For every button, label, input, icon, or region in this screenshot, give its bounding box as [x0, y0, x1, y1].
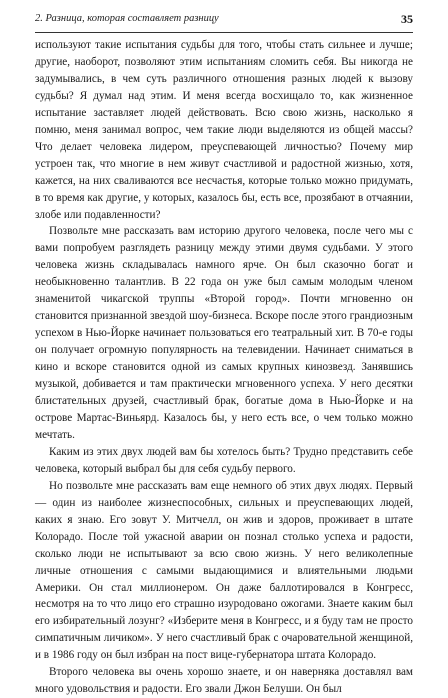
- paragraph: Второго человека вы очень хорошо знаете, и он наверняка доставлял вам много удовольствия и радости. Его звали Джон Белуши. Он был: [35, 666, 413, 696]
- paragraph: Позвольте мне рассказать вам историю другого человека, после чего мы с вами попробуем разглядеть разницу между этими двумя судьбами. У этого человека жизнь складывалась намного ярче. Он был сказочно богат и необыкновенно талантлив. В 22 года он уже был самым молодым членом знаменитой чикагской труппы «Второй город». Почти мгновенно он становится признанной звездой шоу-бизнеса. Вскоре после этого грандиозным успехом в Нью-Йорке начинает пользоваться его театральный хит. В 70-е годы он получает огромную популярность на телевидении. Начинает сниматься в кино и вскоре становится одной из самых крупных кинозвезд. Занявшись музыкой, добивается и там практически мгновенного успеха. У него десятки блистательных друзей, счастливый брак, богатые дома в Нью-Йорке и на острове Мартас-Виньярд. Казалось бы, у него есть все, о чем только можно мечтать.: [35, 225, 413, 441]
- body-text: [35, 37, 413, 698]
- paragraph-continued: используют такие испытания судьбы для того, чтобы стать сильнее и лучше; другие, наоборот, позволяют этим испытаниям сломить себя. Вы никогда не задумывались, в чем суть различного отношения разных людей к вызову судьбы? Я думал над этим. И меня всегда восхищало то, как жизненное испытание заставляет людей действовать. Всю свою жизнь, насколько я помню, меня занимал вопрос, чем такие люди выделяются из общей массы? Что делает человека лидером, преуспевающей личностью? Почему мир устроен так, что многие в нем живут счастливой и радостной жизнью, хотя, кажется, на них сваливаются все несчастья, которые только можно придумать, в то время как другие, у которых, казалось бы, есть все, прозябают в отчаянии, злобе или подавленности?: [35, 39, 413, 221]
- page-number: 35: [401, 12, 413, 26]
- running-head: 2. Разница, которая составляет разницу: [35, 13, 219, 24]
- paragraph: Но позвольте мне рассказать вам еще немного об этих двух людях. Первый — один из наиболее жизнеспособных, сильных и преуспевающих людей, каких я знаю. Его зовут У. Митчелл, он жив и здоров, проживает в штате Колорадо. После той ужасной аварии он познал столько успеха и радости, сколько люди не испытывают за всю свою жизнь. У него великолепные личные отношения с самыми выдающимися и влиятельными людьми Америки. Он стал миллионером. Он даже баллотировался в Конгресс, несмотря на то что лицо его страшно изуродовано ожогами. Знаете каким был его избирательный лозунг? «Изберите меня в Конгресс, и я буду там не просто симпатичным личиком». У него счастливый брак с очаровательной женщиной, и в 1986 году он был избран на пост вице-губернатора штата Колорадо.: [35, 479, 413, 662]
- page-header: [35, 10, 413, 33]
- paragraph: Каким из этих двух людей вам бы хотелось быть? Трудно представить себе человека, который выбрал бы для себя судьбу первого.: [35, 445, 413, 475]
